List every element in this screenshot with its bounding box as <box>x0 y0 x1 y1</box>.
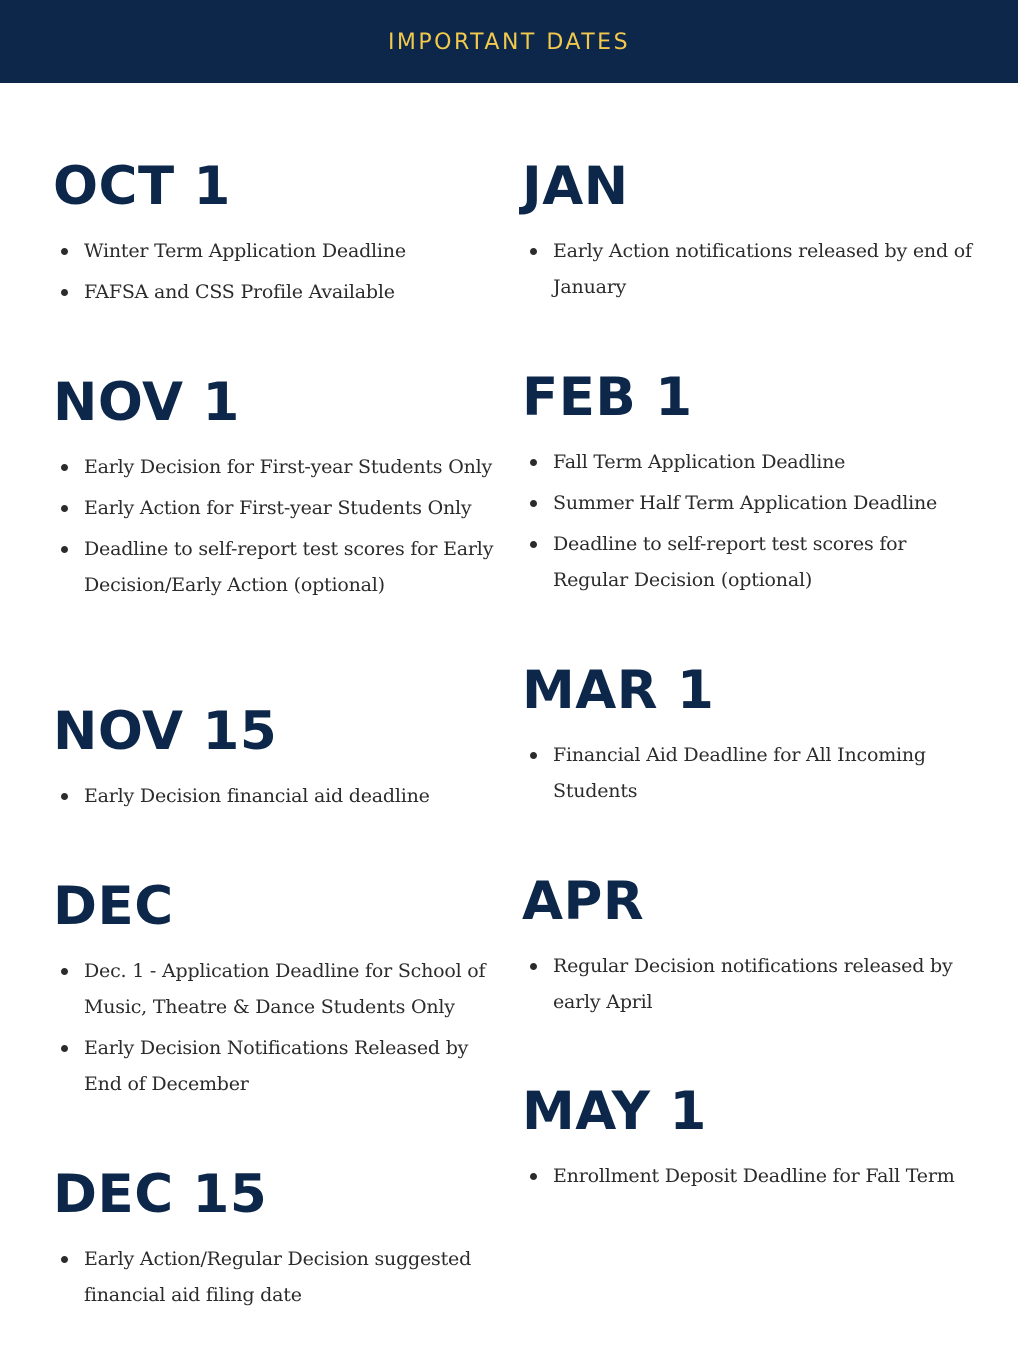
list-item: Fall Term Application Deadline <box>522 444 972 480</box>
date-heading: MAR 1 <box>522 660 715 721</box>
list-item: Early Action notifications released by end of January <box>522 233 972 305</box>
list-item: Winter Term Application Deadline <box>53 233 501 269</box>
list-item: Early Decision financial aid deadline <box>53 778 501 814</box>
date-section-may-1 <box>522 1081 972 1199</box>
bullet-icon <box>61 546 68 553</box>
date-section-dec <box>53 876 501 1107</box>
date-heading: DEC <box>53 876 174 937</box>
date-heading: MAY 1 <box>522 1081 707 1142</box>
date-item-list <box>522 948 972 1020</box>
list-item: FAFSA and CSS Profile Available <box>53 274 501 310</box>
date-item-list <box>53 449 501 603</box>
date-heading: JAN <box>522 156 629 217</box>
bullet-icon <box>61 248 68 255</box>
bullet-icon <box>61 289 68 296</box>
bullet-icon <box>61 464 68 471</box>
bullet-icon <box>61 793 68 800</box>
date-section-oct-1 <box>53 156 501 315</box>
banner-title: IMPORTANT DATES <box>387 30 631 55</box>
important-dates-banner <box>0 0 1018 83</box>
date-heading: NOV 15 <box>53 701 278 762</box>
bullet-icon <box>530 248 537 255</box>
bullet-icon <box>61 1256 68 1263</box>
list-item: Deadline to self-report test scores for Regular Decision (optional) <box>522 526 972 598</box>
list-item: Early Decision for First-year Students Only <box>53 449 501 485</box>
date-item-list <box>522 233 972 305</box>
date-section-nov-1 <box>53 372 501 608</box>
list-item: Summer Half Term Application Deadline <box>522 485 972 521</box>
date-section-dec-15 <box>53 1164 501 1318</box>
list-item: Early Action/Regular Decision suggested financial aid filing date <box>53 1241 501 1313</box>
bullet-icon <box>530 459 537 466</box>
date-item-list <box>53 953 501 1102</box>
list-item: Dec. 1 - Application Deadline for School of Music, Theatre & Dance Students Only <box>53 953 501 1025</box>
date-heading: APR <box>522 871 645 932</box>
date-item-list <box>522 737 972 809</box>
date-section-mar-1 <box>522 660 972 814</box>
bullet-icon <box>530 541 537 548</box>
list-item: Early Action for First-year Students Only <box>53 490 501 526</box>
list-item: Deadline to self-report test scores for Early Decision/Early Action (optional) <box>53 531 501 603</box>
date-item-list <box>522 1158 972 1194</box>
bullet-icon <box>530 500 537 507</box>
date-section-nov-15 <box>53 701 501 819</box>
date-item-list <box>53 778 501 814</box>
bullet-icon <box>61 505 68 512</box>
bullet-icon <box>61 1045 68 1052</box>
date-heading: OCT 1 <box>53 156 231 217</box>
list-item: Financial Aid Deadline for All Incoming Students <box>522 737 972 809</box>
date-item-list <box>53 1241 501 1313</box>
bullet-icon <box>61 968 68 975</box>
date-heading: NOV 1 <box>53 372 240 433</box>
date-heading: DEC 15 <box>53 1164 268 1225</box>
date-item-list <box>522 444 972 598</box>
date-item-list <box>53 233 501 310</box>
bullet-icon <box>530 1173 537 1180</box>
list-item: Early Decision Notifications Released by End of December <box>53 1030 501 1102</box>
bullet-icon <box>530 963 537 970</box>
bullet-icon <box>530 752 537 759</box>
list-item: Enrollment Deposit Deadline for Fall Term <box>522 1158 972 1194</box>
date-section-apr <box>522 871 972 1025</box>
date-heading: FEB 1 <box>522 367 693 428</box>
date-section-feb-1 <box>522 367 972 603</box>
list-item: Regular Decision notifications released by early April <box>522 948 972 1020</box>
date-section-jan <box>522 156 972 310</box>
